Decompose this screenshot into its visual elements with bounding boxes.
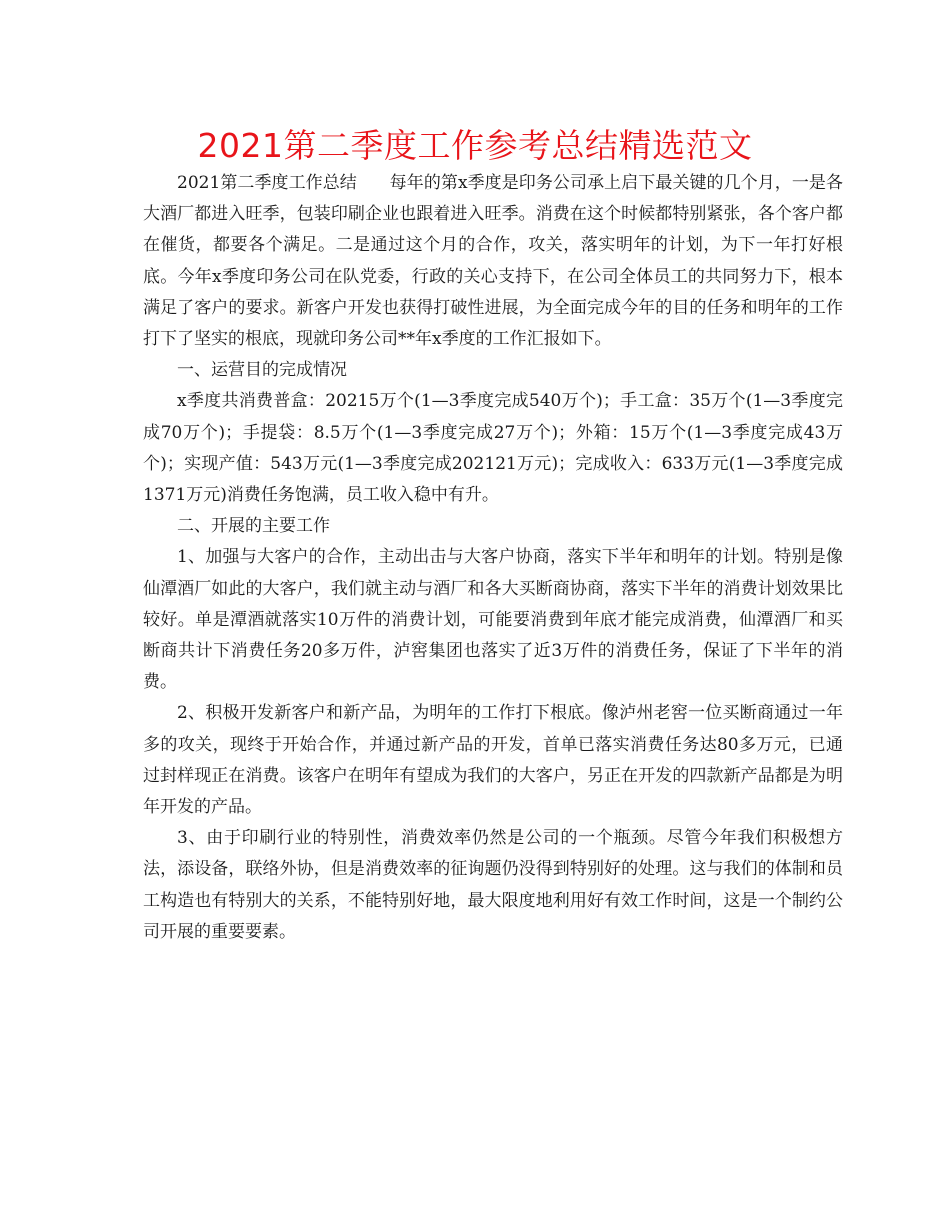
- work-item-1-paragraph: 1、加强与大客户的合作，主动出击与大客户协商，落实下半年和明年的计划。特别是像仙潭酒厂如此的大客户，我们就主动与酒厂和各大买断商协商，落实下半年的消费计划效果比较好。单是潭酒就落实10万件的消费计划，可能要消费到年底才能完成消费，仙潭酒厂和买断商共计下消费任务20多万件，泸窖集团也落实了近3万件的消费任务，保证了下半年的消费。: [143, 547, 843, 693]
- work-item-3-paragraph: 3、由于印刷行业的特别性，消费效率仍然是公司的一个瓶颈。尽管今年我们积极想方法，添设备，联络外协，但是消费效率的征询题仍没得到特别好的处理。这与我们的体制和员工构造也有特别大的关系，不能特别好地，最大限度地利用好有效工作时间，这是一个制约公司开展的重要要素。: [143, 828, 843, 942]
- work-item-2-paragraph: 2、积极开发新客户和新产品，为明年的工作打下根底。像泸州老窖一位买断商通过一年多的攻关，现终于开始合作，并通过新产品的开发，首单已落实消费任务达80多万元，已通过封样现正在消费。该客户在明年有望成为我们的大客户，另正在开发的四款新产品都是为明年开发的产品。: [143, 703, 843, 818]
- section-heading-2: 二、开展的主要工作: [177, 516, 330, 537]
- intro-paragraph: 2021第二季度工作总结 每年的第x季度是印务公司承上启下最关键的几个月，一是各大酒厂都进入旺季，包装印刷企业也跟着进入旺季。消费在这个时候都特别紧张，各个客户都在催货，都要各个满足。二是通过这个月的合作，攻关，落实明年的计划，为下一年打好根底。今年x季度印务公司在队党委，行政的关心支持下，在公司全体员工的共同努力下，根本满足了客户的要求。新客户开发也获得打破性进展，为全面完成今年的目的任务和明年的工作打下了坚实的根底，现就印务公司**年x季度的工作汇报如下。: [143, 173, 843, 350]
- section-heading-1: 一、运营目的完成情况: [177, 360, 347, 381]
- output-stats-paragraph: x季度共消费普盒：20215万个(1—3季度完成540万个)；手工盒：35万个(1—3季度完成70万个)；手提袋：8.5万个(1—3季度完成27万个)；外箱：15万个(1—3季度完成43万个)；实现产值：543万元(1—3季度完成202121万元)；完成收入：633万元(1—3季度完成1371万元)消费任务饱满，员工收入稳中有升。: [143, 391, 843, 506]
- document-body: [143, 168, 843, 948]
- document-title: 2021第二季度工作参考总结精选范文: [197, 126, 753, 165]
